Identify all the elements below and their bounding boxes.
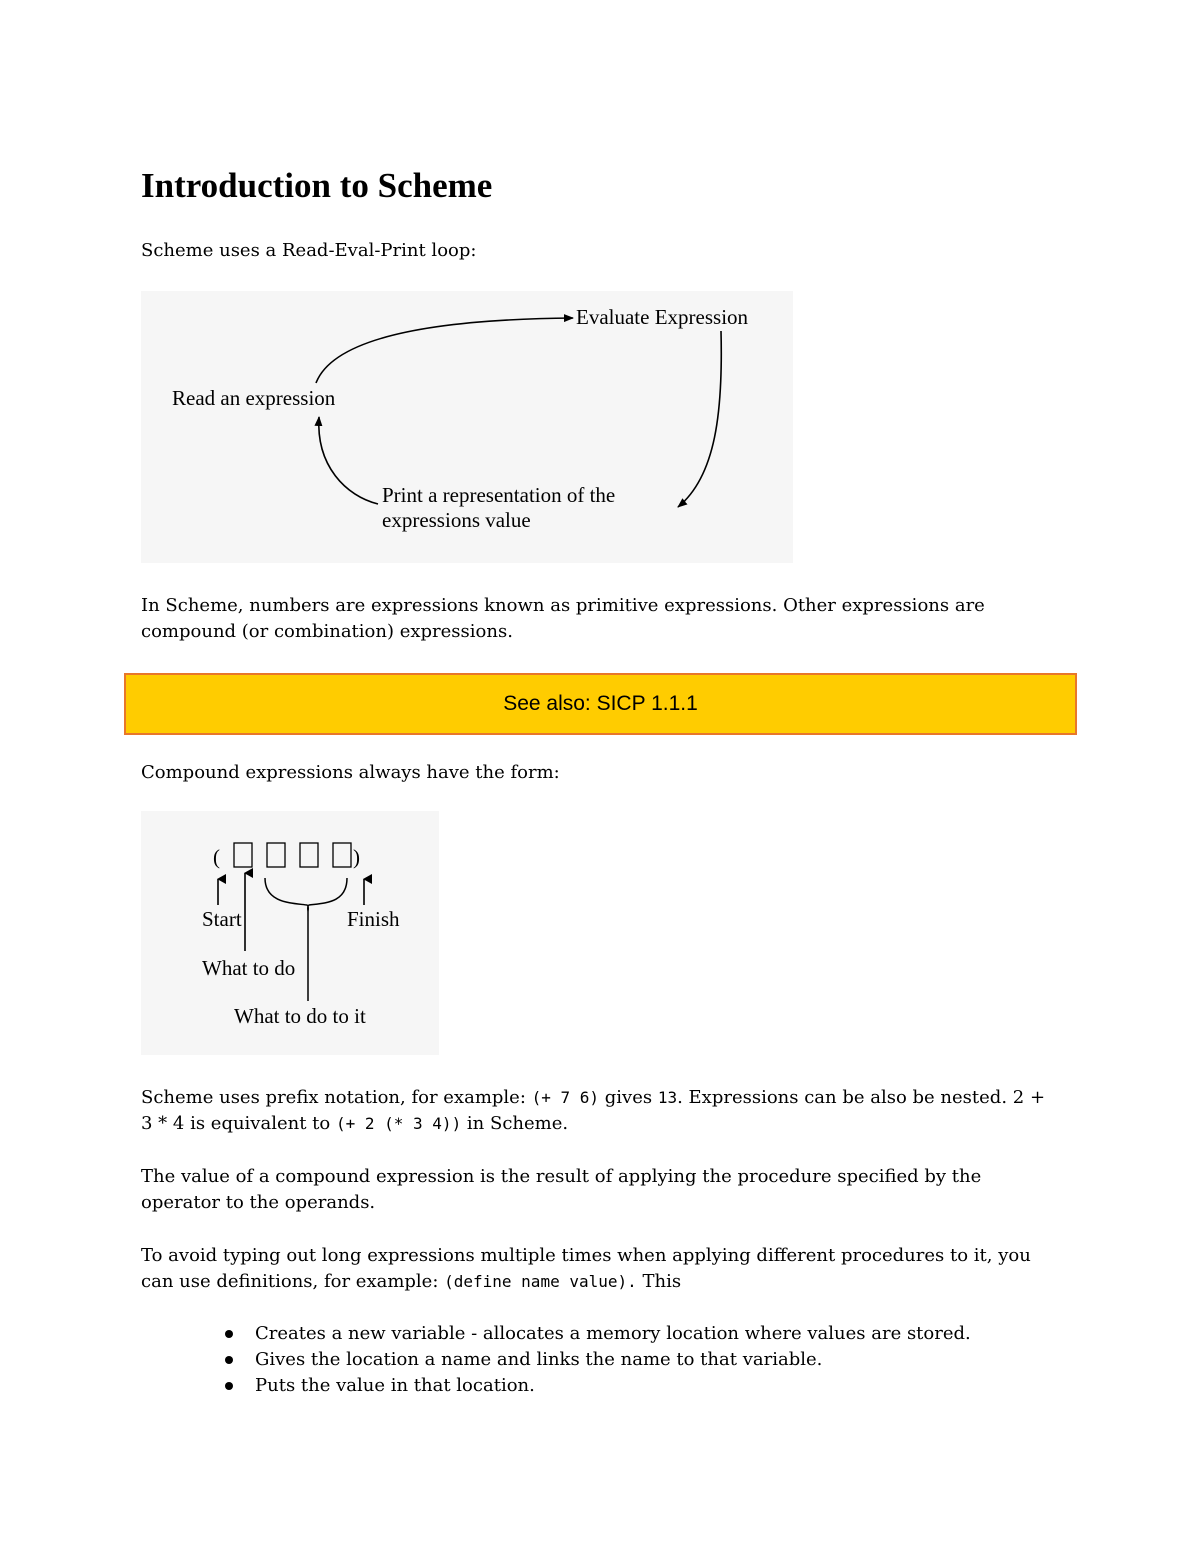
bullet-icon	[225, 1356, 233, 1364]
prefix-code-nested: (+ 2 (* 3 4))	[335, 1114, 462, 1133]
evaluate-label: Evaluate Expression	[576, 305, 749, 329]
definition-effects-list	[141, 1321, 971, 1399]
page-title: Introduction to Scheme	[141, 166, 493, 205]
print-label-line2: expressions value	[382, 508, 531, 532]
print-label-line1: Print a representation of the	[382, 483, 616, 507]
bullet-icon	[225, 1382, 233, 1390]
repl-diagram	[141, 291, 793, 563]
list-item	[141, 1347, 971, 1373]
definitions-text-2: This	[636, 1271, 682, 1292]
open-paren: (	[213, 845, 220, 869]
evaluate-to-print-arrow	[678, 331, 721, 507]
prefix-code-result: 13	[657, 1088, 678, 1107]
what-to-do-label: What to do	[202, 956, 296, 980]
operand-slot-3	[333, 843, 351, 867]
prefix-notation-text	[141, 1085, 1061, 1137]
finish-label: Finish	[347, 907, 400, 931]
operand-slot-2	[300, 843, 318, 867]
bullet-icon	[225, 1330, 233, 1338]
start-label: Start	[202, 907, 242, 931]
prefix-text-1: Scheme uses prefix notation, for example:	[141, 1087, 532, 1108]
intro-text: Scheme uses a Read-Eval-Print loop:	[141, 240, 477, 261]
operator-slot	[234, 843, 252, 867]
operand-slot-1	[267, 843, 285, 867]
print-to-read-arrow	[319, 417, 378, 504]
close-paren: )	[353, 845, 360, 869]
list-item-text: Creates a new variable - allocates a memory location where values are stored.	[255, 1323, 971, 1344]
list-item	[141, 1373, 971, 1399]
prefix-text-2: gives	[599, 1087, 658, 1108]
compound-value-text: The value of a compound expression is the result of applying the procedure specified by the operator to the operands.	[141, 1166, 982, 1213]
what-to-do-to-it-label: What to do to it	[234, 1004, 366, 1028]
operands-brace	[265, 878, 347, 911]
primitive-text: In Scheme, numbers are expressions known as primitive expressions. Other expressions are compound (or combination) expressions.	[141, 595, 985, 642]
repl-diagram-svg	[141, 291, 793, 563]
read-to-evaluate-arrow	[316, 318, 573, 383]
compound-form-svg	[141, 811, 439, 1055]
see-also-link[interactable]	[124, 673, 1077, 735]
read-label: Read an expression	[172, 386, 336, 410]
see-also-label[interactable]: See also: SICP 1.1.1	[503, 692, 698, 715]
define-code-example: (define name value).	[444, 1272, 637, 1291]
prefix-code-example: (+ 7 6)	[531, 1088, 600, 1107]
list-item	[141, 1321, 971, 1347]
definitions-text-1: To avoid typing out long expressions multiple times when applying different procedures to it, you can use definitions, for example:	[141, 1245, 1031, 1292]
list-item-text: Puts the value in that location.	[255, 1375, 535, 1396]
compound-intro-text: Compound expressions always have the form:	[141, 762, 560, 783]
prefix-text-3: . Expressions can be also be nested. 2 + 3 * 4 is equivalent to	[141, 1087, 1046, 1134]
definitions-text	[141, 1243, 1061, 1295]
prefix-text-4: in Scheme.	[461, 1113, 569, 1134]
list-item-text: Gives the location a name and links the name to that variable.	[255, 1349, 823, 1370]
compound-form-diagram	[141, 811, 439, 1055]
